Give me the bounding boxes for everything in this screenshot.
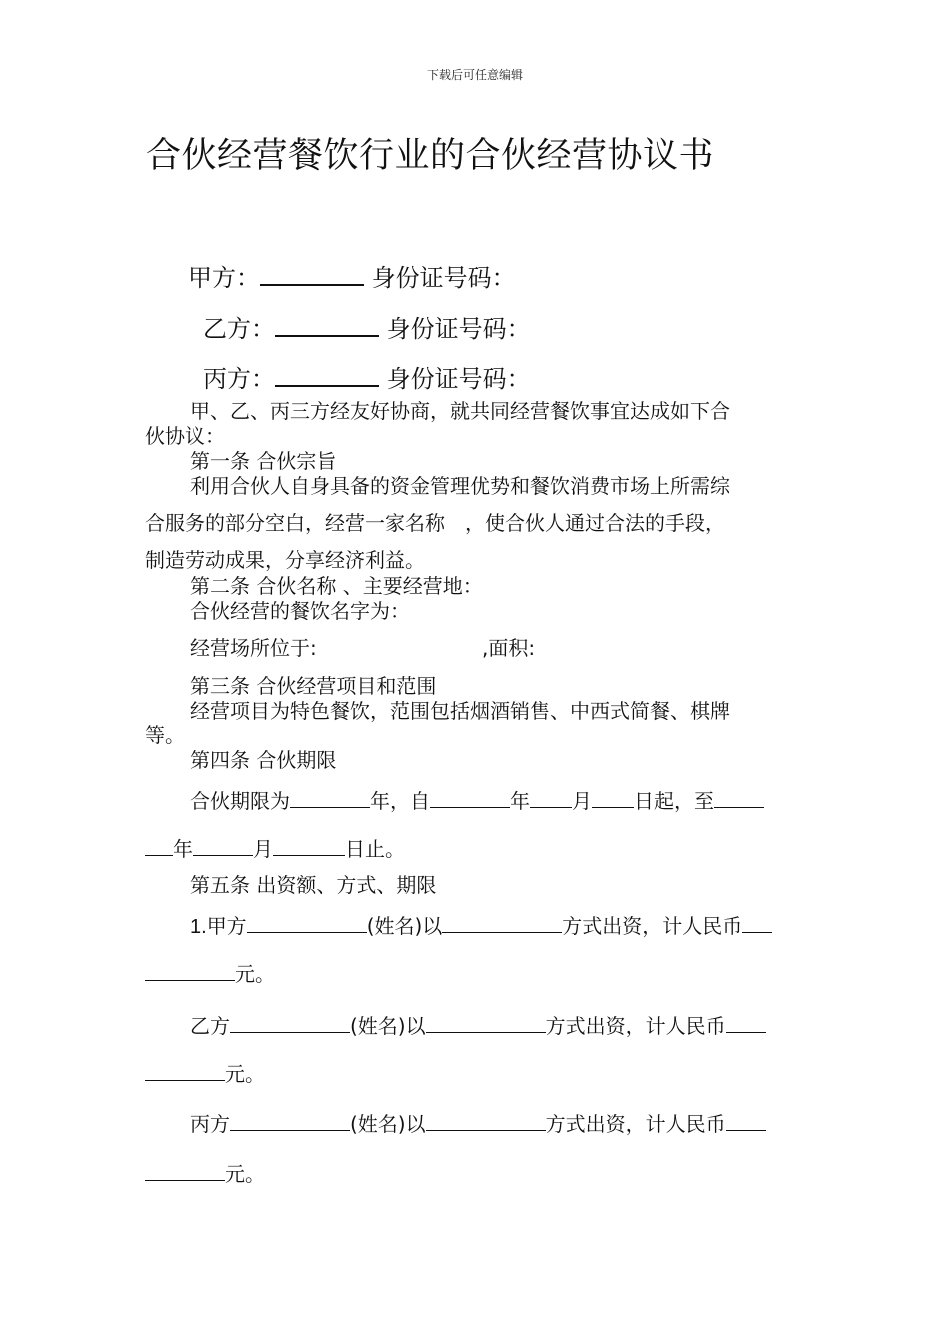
article-1-heading: 第一条 合伙宗旨 xyxy=(190,449,337,473)
contribution-c-name-hint: (姓名)以 xyxy=(350,1112,426,1136)
contribution-b-yuan: 元。 xyxy=(225,1062,265,1086)
start-month-unit: 月 xyxy=(572,789,592,813)
contribution-c-yuan: 元。 xyxy=(225,1162,265,1186)
article-3-heading: 第三条 合伙经营项目和范围 xyxy=(190,674,437,698)
end-day-blank xyxy=(273,833,345,856)
contribution-a-amount-blank-a xyxy=(742,910,772,933)
header-note: 下载后可任意编辑 xyxy=(426,68,523,82)
contribution-c-party: 丙方 xyxy=(190,1112,230,1136)
contribution-b-name-blank xyxy=(230,1010,350,1033)
contribution-b-party: 乙方 xyxy=(190,1014,230,1038)
term-label: 合伙期限为 xyxy=(190,789,290,813)
start-year-unit: 年 xyxy=(510,789,530,813)
article-5-heading: 第五条 出资额、方式、期限 xyxy=(190,873,437,897)
party-a-name-blank xyxy=(260,256,364,286)
article-1-line-2: 合服务的部分空白，经营一家名称 ，使合伙人通过合法的手段， xyxy=(145,511,725,535)
party-a-row xyxy=(188,256,516,293)
article-3-line-2: 等。 xyxy=(145,723,185,747)
contribution-c-name-blank xyxy=(230,1108,350,1131)
end-day-unit: 日止。 xyxy=(345,837,405,861)
contribution-c-amount-blank-a xyxy=(726,1108,766,1131)
start-day-unit: 日起，至 xyxy=(634,789,714,813)
party-b-name-blank xyxy=(275,307,379,337)
party-c-id-label: 身份证号码： xyxy=(386,365,531,393)
contribution-b-name-hint: (姓名)以 xyxy=(350,1014,426,1038)
party-c-name-blank xyxy=(275,357,379,387)
article-2-place-label: 经营场所位于: xyxy=(190,636,317,660)
party-c-row xyxy=(203,357,531,394)
article-1-line-1: 利用合伙人自身具备的资金管理优势和餐饮消费市场上所需综 xyxy=(190,474,730,498)
intro-line-1: 甲、乙、丙三方经友好协商，就共同经营餐饮事宜达成如下合 xyxy=(190,399,730,423)
contribution-b-line-1 xyxy=(190,1010,766,1039)
party-b-id-label: 身份证号码： xyxy=(386,315,531,343)
contribution-b-amount-blank-b xyxy=(145,1058,225,1081)
contribution-c-line-1 xyxy=(190,1108,766,1137)
contribution-a-line-2 xyxy=(145,958,275,987)
contribution-b-amount-blank-a xyxy=(726,1010,766,1033)
contribution-a-yuan: 元。 xyxy=(235,962,275,986)
article-2-heading: 第二条 合伙名称 、主要经营地： xyxy=(190,574,483,598)
start-year-blank xyxy=(430,785,510,808)
contribution-a-method-blank xyxy=(442,910,562,933)
document-title: 合伙经营餐饮行业的合伙经营协议书 xyxy=(146,136,715,176)
article-4-term-line-2 xyxy=(145,833,405,862)
end-month-unit: 月 xyxy=(253,837,273,861)
article-2-area-label: ,面积: xyxy=(482,636,536,660)
party-a-id-label: 身份证号码： xyxy=(371,264,516,292)
intro-line-2: 伙协议： xyxy=(145,424,225,448)
term-years-blank xyxy=(290,785,370,808)
end-year-blank-a xyxy=(714,785,764,808)
article-2-name-line: 合伙经营的餐饮名字为： xyxy=(190,599,410,623)
article-3-line-1: 经营项目为特色餐饮，范围包括烟酒销售、中西式简餐、棋牌 xyxy=(190,699,730,723)
party-c-label: 丙方： xyxy=(203,365,275,393)
article-4-term-line-1 xyxy=(190,785,764,814)
start-month-blank xyxy=(530,785,572,808)
start-day-blank xyxy=(592,785,634,808)
article-4-heading: 第四条 合伙期限 xyxy=(190,748,337,772)
contribution-a-method: 方式出资，计人民币 xyxy=(562,914,743,938)
contribution-c-method: 方式出资，计人民币 xyxy=(545,1112,726,1136)
term-years-unit: 年，自 xyxy=(370,789,430,813)
party-b-row xyxy=(203,307,531,344)
party-b-label: 乙方： xyxy=(203,315,275,343)
contribution-c-amount-blank-b xyxy=(145,1158,225,1181)
contribution-a-name-blank xyxy=(247,910,367,933)
party-a-label: 甲方： xyxy=(188,264,260,292)
contribution-c-method-blank xyxy=(426,1108,546,1131)
contribution-a-party: 甲方 xyxy=(206,914,247,938)
contribution-a-name-hint: (姓名)以 xyxy=(366,914,443,938)
contribution-a-line-1 xyxy=(190,910,772,940)
end-year-blank-b xyxy=(145,833,173,856)
contribution-b-method-blank xyxy=(426,1010,546,1033)
contribution-b-method: 方式出资，计人民币 xyxy=(545,1014,726,1038)
contribution-c-line-2 xyxy=(145,1158,265,1187)
end-month-blank xyxy=(193,833,253,856)
article-1-line-3: 制造劳动成果，分享经济利益。 xyxy=(145,548,425,572)
item-number: 1. xyxy=(190,916,207,938)
contribution-b-line-2 xyxy=(145,1058,265,1087)
end-year-unit: 年 xyxy=(173,837,193,861)
contribution-a-amount-blank-b xyxy=(145,958,235,981)
